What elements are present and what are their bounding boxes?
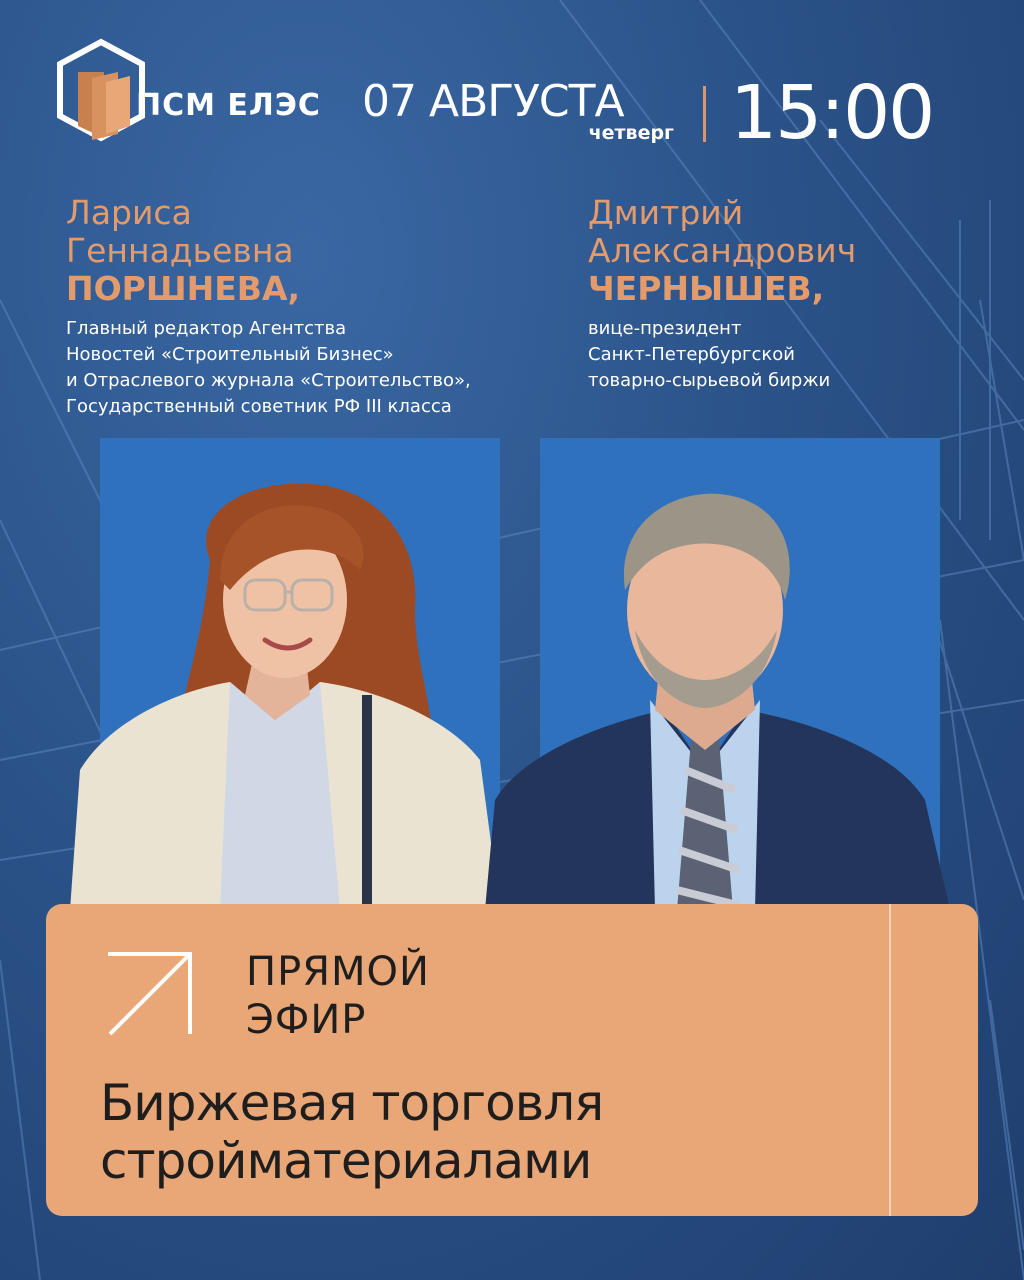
card-divider [889, 904, 891, 1216]
header-divider [703, 86, 706, 142]
speaker-role-right [588, 316, 988, 394]
brand-name: ПСМ ЕЛЭС [136, 88, 321, 123]
speaker-name-right [588, 194, 856, 308]
speaker-first-name: Дмитрий [588, 193, 744, 232]
role-line: Главный редактор Агентства [66, 318, 347, 339]
event-date: 07 АВГУСТА [362, 76, 624, 127]
topic-line: Биржевая торговля [100, 1074, 604, 1132]
role-line: товарно-сырьевой биржи [588, 370, 831, 391]
role-line: Санкт-Петербургской [588, 344, 795, 365]
speaker-patronymic: Геннадьевна [66, 231, 294, 270]
event-time: 15:00 [730, 70, 934, 156]
role-line: Новостей «Строительный Бизнес» [66, 344, 394, 365]
speaker-last-name: ПОРШНЕВА, [66, 269, 301, 308]
speaker-role-left [66, 316, 566, 420]
speaker-last-name: ЧЕРНЫШЕВ, [588, 269, 825, 308]
speaker-photo-left [70, 470, 500, 910]
speaker-name-left [66, 194, 300, 308]
live-broadcast-label [246, 948, 430, 1044]
live-line: ЭФИР [246, 997, 367, 1043]
speaker-patronymic: Александрович [588, 231, 857, 270]
role-line: Государственный советник РФ III класса [66, 396, 452, 417]
topic-line: стройматериалами [100, 1132, 592, 1190]
speaker-first-name: Лариса [66, 193, 192, 232]
live-line: ПРЯМОЙ [246, 949, 430, 995]
role-line: и Отраслевого журнала «Строительство», [66, 370, 471, 391]
announcement-card [46, 904, 978, 1216]
role-line: вице-президент [588, 318, 742, 339]
event-weekday: четверг [588, 122, 674, 144]
broadcast-topic [100, 1074, 603, 1190]
arrow-up-right-icon [106, 948, 196, 1038]
speaker-photo-right [455, 470, 950, 910]
